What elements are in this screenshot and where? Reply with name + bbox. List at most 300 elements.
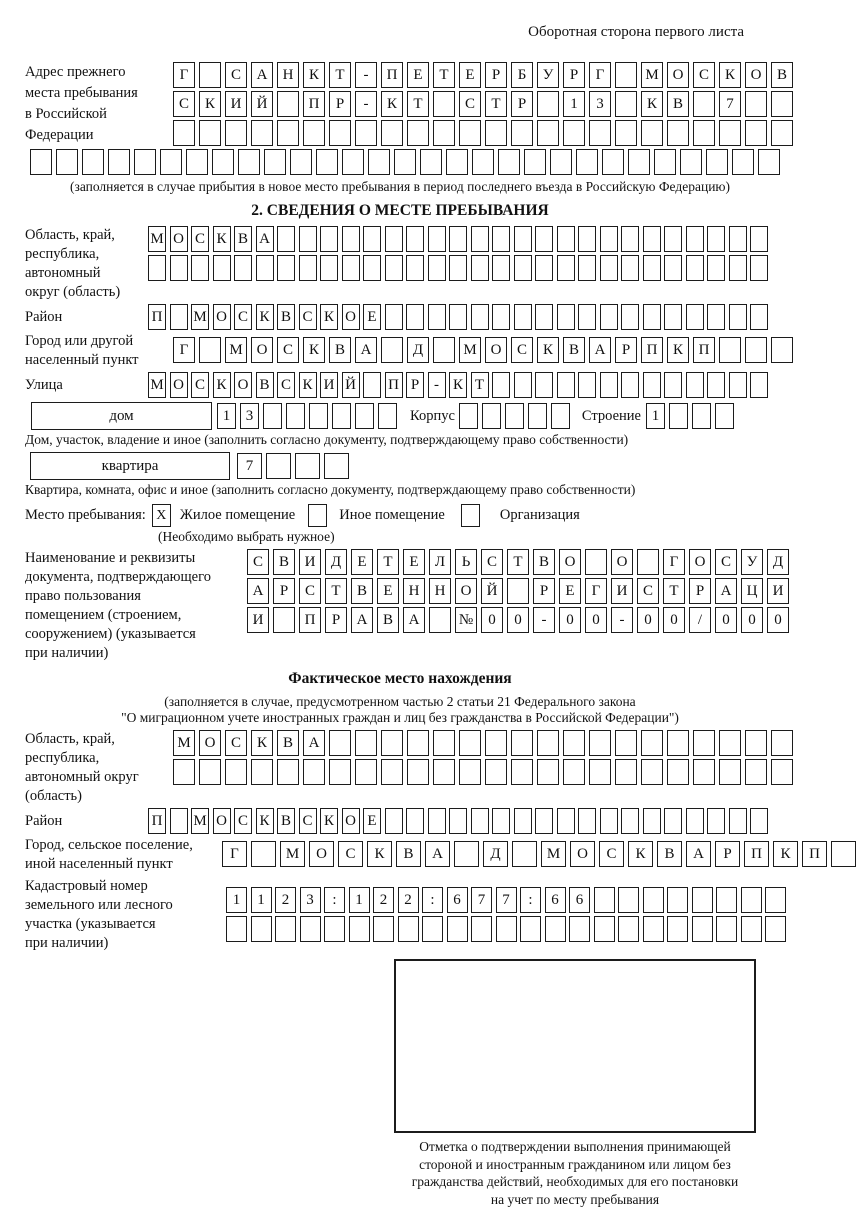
- street-row: [148, 372, 768, 398]
- char-box: [615, 120, 637, 146]
- label-line: право пользования: [25, 587, 247, 606]
- region-label: [25, 226, 148, 302]
- char-box: [729, 372, 747, 398]
- char-box: [745, 120, 767, 146]
- char-box: [471, 916, 492, 942]
- char-box: [472, 149, 494, 175]
- char-box: [355, 730, 377, 756]
- label-line: автономный: [25, 264, 148, 283]
- char-box: С: [225, 730, 247, 756]
- char-box: [514, 304, 532, 330]
- field-fact-district: [25, 808, 800, 834]
- char-box: [621, 255, 639, 281]
- label-line: стороной и иностранным гражданином или лицом без: [394, 1156, 756, 1174]
- char-box: К: [628, 841, 653, 867]
- char-box: О: [251, 337, 273, 363]
- char-box: [213, 255, 231, 281]
- char-box: :: [520, 887, 541, 913]
- cadastral-row-2: [226, 916, 786, 942]
- char-box: [524, 149, 546, 175]
- char-box: [303, 759, 325, 785]
- apartment-type-box: квартира: [30, 452, 230, 480]
- char-box: С: [511, 337, 533, 363]
- label-line: Область, край,: [25, 730, 173, 749]
- char-box: Е: [363, 304, 381, 330]
- char-box: [643, 255, 661, 281]
- char-box: [707, 226, 725, 252]
- char-box: [316, 149, 338, 175]
- char-box: [381, 337, 403, 363]
- char-box: [686, 372, 704, 398]
- char-box: [707, 255, 725, 281]
- char-box: М: [173, 730, 195, 756]
- char-box: В: [377, 607, 399, 633]
- house-row: [31, 402, 800, 430]
- char-box: А: [247, 578, 269, 604]
- char-box: С: [173, 91, 195, 117]
- char-box: 0: [481, 607, 503, 633]
- char-box: О: [170, 226, 188, 252]
- char-box: О: [309, 841, 334, 867]
- char-box: [557, 372, 575, 398]
- char-box: [686, 304, 704, 330]
- char-box: [459, 730, 481, 756]
- char-box: А: [251, 62, 273, 88]
- char-box: М: [191, 808, 209, 834]
- char-box: [471, 255, 489, 281]
- char-box: [680, 149, 702, 175]
- char-box: [496, 916, 517, 942]
- char-box: М: [225, 337, 247, 363]
- char-box: О: [213, 304, 231, 330]
- house-number-cells: [217, 403, 397, 429]
- char-box: Г: [585, 578, 607, 604]
- char-box: 1: [251, 887, 272, 913]
- label-line: Город или другой: [25, 332, 173, 351]
- char-box: Е: [559, 578, 581, 604]
- char-box: Т: [433, 62, 455, 88]
- char-box: [342, 149, 364, 175]
- char-box: [454, 841, 479, 867]
- char-box: [578, 808, 596, 834]
- char-box: Р: [689, 578, 711, 604]
- label-line: места пребывания: [25, 83, 173, 104]
- char-box: К: [299, 372, 317, 398]
- char-box: [251, 759, 273, 785]
- char-box: 0: [585, 607, 607, 633]
- char-box: [771, 91, 793, 117]
- char-box: С: [637, 578, 659, 604]
- char-box: И: [320, 372, 338, 398]
- char-box: В: [667, 91, 689, 117]
- char-box: [831, 841, 856, 867]
- char-box: [750, 304, 768, 330]
- char-box: О: [170, 372, 188, 398]
- char-box: В: [277, 808, 295, 834]
- char-box: [600, 304, 618, 330]
- char-box: 6: [569, 887, 590, 913]
- char-box: [643, 916, 664, 942]
- char-box: Р: [511, 91, 533, 117]
- char-box: [428, 808, 446, 834]
- char-box: -: [533, 607, 555, 633]
- char-box: [407, 759, 429, 785]
- char-box: В: [396, 841, 421, 867]
- char-box: [511, 759, 533, 785]
- char-box: [686, 226, 704, 252]
- char-box: В: [234, 226, 252, 252]
- option-organization-label: Организация: [500, 507, 580, 524]
- char-box: [729, 808, 747, 834]
- char-box: 6: [447, 887, 468, 913]
- char-box: [578, 226, 596, 252]
- char-box: [381, 120, 403, 146]
- char-box: [537, 759, 559, 785]
- char-box: [429, 607, 451, 633]
- char-box: Н: [277, 62, 299, 88]
- char-box: С: [693, 62, 715, 88]
- char-box: [745, 759, 767, 785]
- char-box: [251, 120, 273, 146]
- char-box: [535, 226, 553, 252]
- stay-type-row: [25, 504, 800, 527]
- char-box: [600, 372, 618, 398]
- char-box: [535, 808, 553, 834]
- char-box: 0: [767, 607, 789, 633]
- char-box: М: [148, 372, 166, 398]
- label-line: округ (область): [25, 283, 148, 302]
- char-box: 1: [226, 887, 247, 913]
- char-box: И: [247, 607, 269, 633]
- fact-note-1: (заполняется в случае, предусмотренном частью 2 статьи 21 Федерального закона: [0, 694, 800, 710]
- char-box: В: [329, 337, 351, 363]
- char-box: К: [303, 62, 325, 88]
- char-box: [492, 372, 510, 398]
- char-box: 7: [237, 453, 262, 479]
- char-box: 0: [507, 607, 529, 633]
- char-box: Т: [471, 372, 489, 398]
- char-box: Р: [325, 607, 347, 633]
- char-box: В: [533, 549, 555, 575]
- char-box: Е: [351, 549, 373, 575]
- char-box: [381, 759, 403, 785]
- char-box: [277, 255, 295, 281]
- char-box: [537, 91, 559, 117]
- char-box: [398, 916, 419, 942]
- section2-title: 2. СВЕДЕНИЯ О МЕСТЕ ПРЕБЫВАНИЯ: [0, 202, 800, 220]
- char-box: У: [537, 62, 559, 88]
- char-box: О: [342, 808, 360, 834]
- char-box: [394, 149, 416, 175]
- char-box: П: [385, 372, 403, 398]
- char-box: П: [744, 841, 769, 867]
- char-box: К: [641, 91, 663, 117]
- char-box: [324, 453, 349, 479]
- document-label: [25, 549, 247, 663]
- char-box: [329, 120, 351, 146]
- char-box: С: [299, 304, 317, 330]
- char-box: [342, 255, 360, 281]
- char-box: Л: [429, 549, 451, 575]
- label-line: Кадастровый номер: [25, 877, 226, 896]
- char-box: [628, 149, 650, 175]
- char-box: Р: [485, 62, 507, 88]
- char-box: [664, 226, 682, 252]
- field-district: [25, 304, 800, 330]
- char-box: К: [213, 372, 231, 398]
- char-box: [256, 255, 274, 281]
- char-box: [406, 255, 424, 281]
- char-box: [643, 808, 661, 834]
- char-box: [745, 91, 767, 117]
- char-box: [771, 337, 793, 363]
- char-box: [641, 730, 663, 756]
- char-box: [692, 887, 713, 913]
- char-box: [535, 372, 553, 398]
- char-box: О: [455, 578, 477, 604]
- char-box: [449, 255, 467, 281]
- char-box: С: [277, 337, 299, 363]
- char-box: Г: [663, 549, 685, 575]
- char-box: [299, 226, 317, 252]
- char-box: [750, 226, 768, 252]
- label-line: участка (указывается: [25, 915, 226, 934]
- char-box: [643, 887, 664, 913]
- char-box: [290, 149, 312, 175]
- char-box: [263, 403, 282, 429]
- structure-label: Строение: [582, 408, 641, 425]
- char-box: [449, 226, 467, 252]
- char-box: 2: [398, 887, 419, 913]
- prev-address-row-2: [173, 91, 793, 117]
- char-box: [385, 304, 403, 330]
- char-box: [514, 808, 532, 834]
- char-box: [741, 887, 762, 913]
- char-box: С: [715, 549, 737, 575]
- char-box: [693, 730, 715, 756]
- char-box: Й: [342, 372, 360, 398]
- char-box: 1: [349, 887, 370, 913]
- char-box: [363, 226, 381, 252]
- label-line: республика,: [25, 749, 173, 768]
- char-box: [492, 304, 510, 330]
- char-box: [693, 120, 715, 146]
- char-box: 3: [589, 91, 611, 117]
- checkbox-other-premises: [308, 504, 327, 527]
- char-box: Р: [715, 841, 740, 867]
- char-box: 1: [217, 403, 236, 429]
- char-box: [505, 403, 524, 429]
- char-box: [422, 916, 443, 942]
- char-box: [511, 730, 533, 756]
- city-row: [173, 337, 793, 363]
- char-box: С: [191, 372, 209, 398]
- char-box: К: [256, 304, 274, 330]
- char-box: [600, 226, 618, 252]
- char-box: [251, 841, 276, 867]
- char-box: А: [425, 841, 450, 867]
- char-box: С: [299, 808, 317, 834]
- char-box: К: [537, 337, 559, 363]
- char-box: 3: [300, 887, 321, 913]
- char-box: 7: [719, 91, 741, 117]
- char-box: О: [559, 549, 581, 575]
- char-box: [385, 255, 403, 281]
- field-cadastral: [25, 877, 800, 953]
- char-box: [537, 730, 559, 756]
- prev-address-row-4: [30, 149, 800, 175]
- label-line: земельного или лесного: [25, 896, 226, 915]
- house-note: Дом, участок, владение и иное (заполнить согласно документу, подтверждающему право собственности): [25, 432, 800, 448]
- char-box: [507, 578, 529, 604]
- char-box: Д: [407, 337, 429, 363]
- char-box: С: [299, 578, 321, 604]
- fact-city-label: [25, 836, 222, 874]
- char-box: О: [199, 730, 221, 756]
- char-box: [492, 226, 510, 252]
- char-box: [407, 730, 429, 756]
- field-city: [25, 332, 800, 370]
- label-line: Федерации: [25, 125, 173, 146]
- label-line: населенный пункт: [25, 351, 173, 370]
- char-box: В: [277, 730, 299, 756]
- char-box: [621, 304, 639, 330]
- street-label: Улица: [25, 372, 148, 398]
- char-box: Д: [767, 549, 789, 575]
- option-residential-label: Жилое помещение: [180, 507, 295, 524]
- char-box: [745, 730, 767, 756]
- char-box: [212, 149, 234, 175]
- char-box: 3: [240, 403, 259, 429]
- char-box: -: [611, 607, 633, 633]
- char-box: [407, 120, 429, 146]
- char-box: [173, 120, 195, 146]
- char-box: [664, 372, 682, 398]
- char-box: [706, 149, 728, 175]
- char-box: [349, 916, 370, 942]
- char-box: [537, 120, 559, 146]
- char-box: Н: [403, 578, 425, 604]
- char-box: В: [351, 578, 373, 604]
- city-label: [25, 332, 173, 370]
- char-box: [295, 453, 320, 479]
- char-box: 0: [741, 607, 763, 633]
- fact-note-2: "О миграционном учете иностранных граждан и лиц без гражданства в Российской Федерации"): [0, 710, 800, 726]
- char-box: [378, 403, 397, 429]
- char-box: Е: [407, 62, 429, 88]
- char-box: [557, 255, 575, 281]
- char-box: [498, 149, 520, 175]
- char-box: [602, 149, 624, 175]
- district-label: Район: [25, 304, 148, 330]
- char-box: [170, 808, 188, 834]
- char-box: А: [303, 730, 325, 756]
- char-box: П: [381, 62, 403, 88]
- char-box: №: [455, 607, 477, 633]
- char-box: [618, 887, 639, 913]
- char-box: [449, 304, 467, 330]
- char-box: [428, 226, 446, 252]
- char-box: 0: [559, 607, 581, 633]
- char-box: Й: [251, 91, 273, 117]
- char-box: М: [459, 337, 481, 363]
- char-box: [641, 759, 663, 785]
- char-box: [251, 916, 272, 942]
- char-box: [589, 730, 611, 756]
- char-box: [332, 403, 351, 429]
- char-box: [277, 759, 299, 785]
- char-box: [148, 255, 166, 281]
- char-box: К: [213, 226, 231, 252]
- char-box: А: [351, 607, 373, 633]
- char-box: [732, 149, 754, 175]
- char-box: К: [303, 337, 325, 363]
- char-box: [406, 304, 424, 330]
- char-box: В: [277, 304, 295, 330]
- char-box: О: [745, 62, 767, 88]
- char-box: К: [719, 62, 741, 88]
- char-box: [320, 255, 338, 281]
- field-region: [25, 226, 800, 302]
- char-box: [373, 916, 394, 942]
- char-box: С: [225, 62, 247, 88]
- char-box: [485, 730, 507, 756]
- char-box: С: [481, 549, 503, 575]
- char-box: [563, 759, 585, 785]
- stay-type-note: (Необходимо выбрать нужное): [158, 529, 800, 545]
- char-box: [286, 403, 305, 429]
- char-box: Т: [507, 549, 529, 575]
- char-box: Ь: [455, 549, 477, 575]
- char-box: [420, 149, 442, 175]
- char-box: [569, 916, 590, 942]
- char-box: [557, 304, 575, 330]
- char-box: [428, 304, 446, 330]
- char-box: [621, 372, 639, 398]
- char-box: [514, 255, 532, 281]
- char-box: [551, 403, 570, 429]
- document-row-1: [247, 549, 789, 575]
- char-box: К: [199, 91, 221, 117]
- char-box: [771, 730, 793, 756]
- char-box: [277, 91, 299, 117]
- char-box: [173, 759, 195, 785]
- char-box: [719, 759, 741, 785]
- char-box: Г: [589, 62, 611, 88]
- char-box: Г: [222, 841, 247, 867]
- char-box: Й: [481, 578, 503, 604]
- char-box: [514, 226, 532, 252]
- char-box: [56, 149, 78, 175]
- char-box: [406, 808, 424, 834]
- char-box: Р: [329, 91, 351, 117]
- char-box: [485, 759, 507, 785]
- char-box: [234, 255, 252, 281]
- char-box: [707, 304, 725, 330]
- region-row-2: [148, 255, 768, 281]
- char-box: 6: [545, 887, 566, 913]
- checkbox-organization: [461, 504, 480, 527]
- char-box: [664, 255, 682, 281]
- char-box: [745, 337, 767, 363]
- char-box: [758, 149, 780, 175]
- char-box: Н: [429, 578, 451, 604]
- char-box: [741, 916, 762, 942]
- fact-region-label: [25, 730, 173, 806]
- char-box: [545, 916, 566, 942]
- char-box: П: [299, 607, 321, 633]
- fact-district-row: [148, 808, 768, 834]
